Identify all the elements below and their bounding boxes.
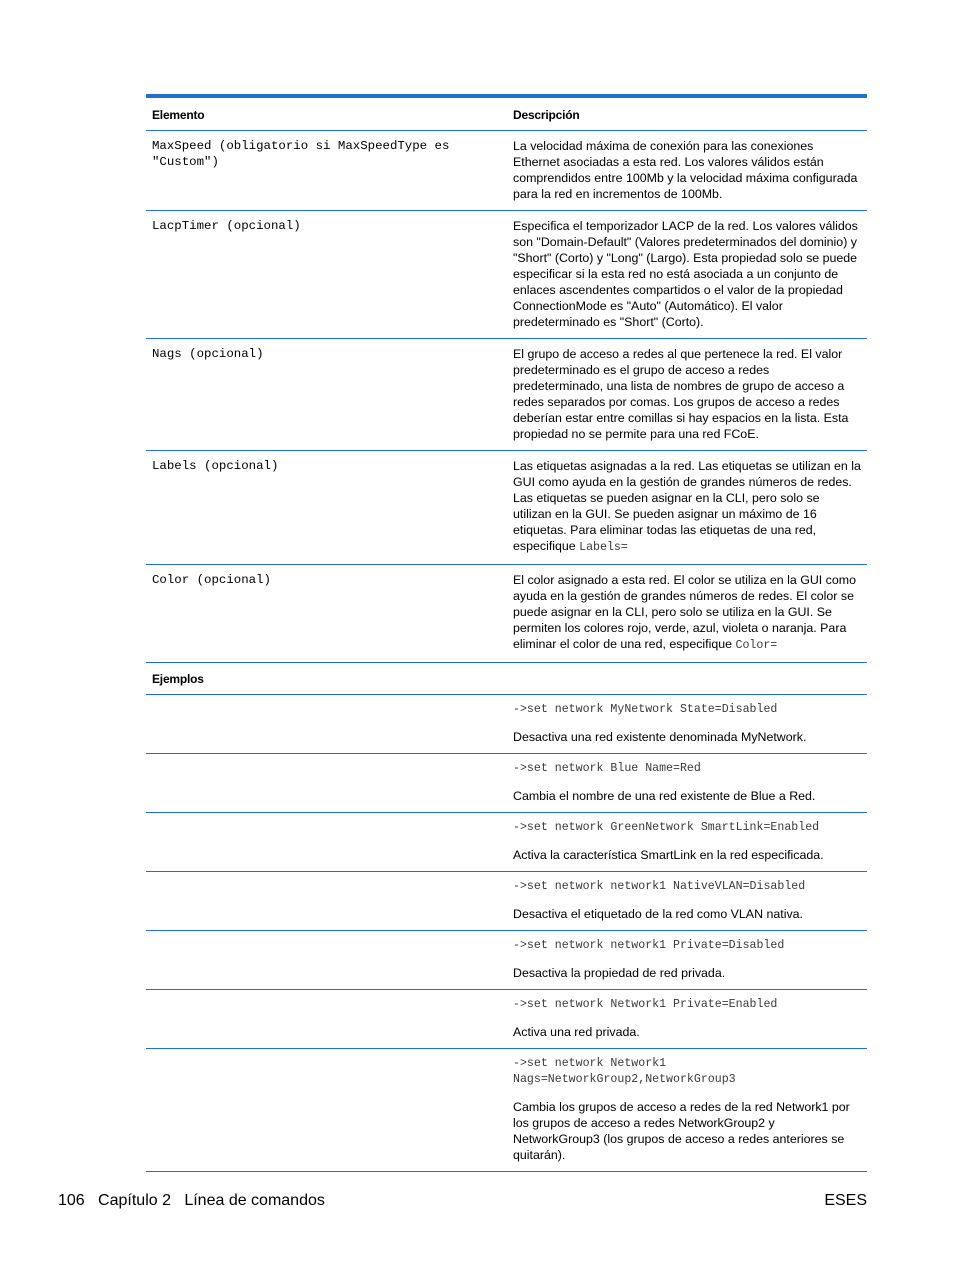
element-name: LacpTimer (opcional)	[146, 211, 507, 339]
chapter-title: Línea de comandos	[184, 1192, 325, 1209]
element-description: La velocidad máxima de conexión para las conexiones Ethernet asociadas a esta red. Los valores válidos están comprendidos entre 100Mb y la velocidad máxima configurada para la red en incrementos de 100Mb.	[507, 131, 867, 211]
example-cell	[507, 931, 867, 990]
locale-code: ESES	[824, 1192, 867, 1209]
example-cell	[507, 872, 867, 931]
table-row	[146, 211, 867, 339]
header-description: Descripción	[507, 96, 867, 131]
example-cell	[507, 695, 867, 754]
example-row	[146, 990, 867, 1049]
example-command: ->set network Network1 Nags=NetworkGroup2,NetworkGroup3	[513, 1057, 736, 1086]
table-row	[146, 339, 867, 451]
table-header-row	[146, 96, 867, 131]
example-description: Desactiva una red existente denominada MyNetwork.	[513, 730, 807, 744]
page-footer-left	[58, 1192, 325, 1210]
element-name: Labels (opcional)	[146, 451, 507, 565]
example-row	[146, 695, 867, 754]
header-element: Elemento	[146, 96, 507, 131]
example-command: ->set network GreenNetwork SmartLink=Enabled	[513, 821, 820, 834]
example-spacer	[146, 813, 507, 872]
example-spacer	[146, 872, 507, 931]
inline-code: Color=	[735, 639, 778, 652]
element-name: Nags (opcional)	[146, 339, 507, 451]
chapter-label: Capítulo 2	[98, 1192, 171, 1209]
example-command: ->set network MyNetwork State=Disabled	[513, 703, 778, 716]
table-row	[146, 451, 867, 565]
example-spacer	[146, 1049, 507, 1172]
element-description: El color asignado a esta red. El color se utiliza en la GUI como ayuda en la gestión de grandes números de redes. El color se puede asignar en la CLI, pero solo se utiliza en la GUI. Se permiten los colores rojo, verde, azul, violeta o naranja. Para eliminar el color de una red, especifique Color=	[507, 565, 867, 663]
table-row	[146, 131, 867, 211]
table-row	[146, 565, 867, 663]
examples-heading: Ejemplos	[146, 663, 507, 695]
example-description: Activa la característica SmartLink en la red especificada.	[513, 848, 824, 862]
element-description: Las etiquetas asignadas a la red. Las etiquetas se utilizan en la GUI como ayuda en la gestión de grandes números de redes. Las etiquetas se pueden asignar en la CLI, pero solo se utilizan en la GUI. Se pueden asignar un máximo de 16 etiquetas. Para eliminar todas las etiquetas de una red, especifique Labels=	[507, 451, 867, 565]
example-command: ->set network network1 Private=Disabled	[513, 939, 785, 952]
example-description: Desactiva el etiquetado de la red como VLAN nativa.	[513, 907, 803, 921]
example-description: Desactiva la propiedad de red privada.	[513, 966, 726, 980]
examples-heading-row	[146, 663, 867, 695]
example-row	[146, 754, 867, 813]
example-row	[146, 931, 867, 990]
example-description: Cambia el nombre de una red existente de Blue a Red.	[513, 789, 816, 803]
example-command: ->set network Blue Name=Red	[513, 762, 701, 775]
example-cell	[507, 990, 867, 1049]
example-command: ->set network Network1 Private=Enabled	[513, 998, 778, 1011]
example-description: Cambia los grupos de acceso a redes de la red Network1 por los grupos de acceso a redes NetworkGroup2 y NetworkGroup3 (los grupos de acceso a redes anteriores se quitarán).	[513, 1100, 850, 1162]
example-row	[146, 872, 867, 931]
example-description: Activa una red privada.	[513, 1025, 640, 1039]
example-cell	[507, 813, 867, 872]
example-cell	[507, 754, 867, 813]
example-spacer	[146, 990, 507, 1049]
element-name: MaxSpeed (obligatorio si MaxSpeedType es "Custom")	[146, 131, 507, 211]
page-number: 106	[58, 1192, 85, 1209]
example-row	[146, 813, 867, 872]
examples-heading-spacer	[507, 663, 867, 695]
example-command: ->set network network1 NativeVLAN=Disabled	[513, 880, 806, 893]
reference-table	[146, 94, 867, 1172]
example-spacer	[146, 754, 507, 813]
inline-code: Labels=	[579, 541, 628, 554]
element-description: Especifica el temporizador LACP de la red. Los valores válidos son "Domain-Default" (Valores predeterminados del dominio) y "Short" (Corto) y "Long" (Largo). Esta propiedad solo se puede especificar si la esta red no está asociada a un conjunto de enlaces ascendentes compartidos o el valor de la propiedad ConnectionMode es "Auto" (Automático). El valor predeterminado es "Short" (Corto).	[507, 211, 867, 339]
example-row	[146, 1049, 867, 1172]
example-spacer	[146, 931, 507, 990]
element-description: El grupo de acceso a redes al que pertenece la red. El valor predeterminado es el grupo de acceso a redes predeterminado, una lista de nombres de grupo de acceso a redes separados por comas. Los grupos de acceso a redes deberían estar entre comillas si hay espacios en la lista. Esta propiedad no se permite para una red FCoE.	[507, 339, 867, 451]
example-spacer	[146, 695, 507, 754]
example-cell	[507, 1049, 867, 1172]
element-name: Color (opcional)	[146, 565, 507, 663]
